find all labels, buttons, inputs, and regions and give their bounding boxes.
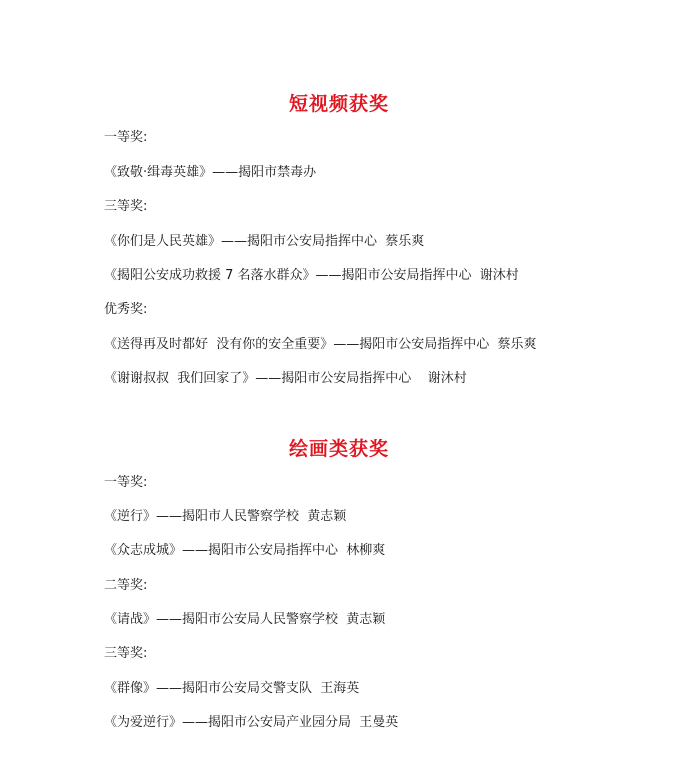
award-entry: 《群像》——揭阳市公安局交警支队 王海英 xyxy=(104,681,360,696)
award-entry: 《送得再及时都好 没有你的安全重要》——揭阳市公安局指挥中心 蔡乐爽 xyxy=(104,337,537,352)
award-level-first: 一等奖: xyxy=(104,130,148,145)
award-entry: 《谢谢叔叔 我们回家了》——揭阳市公安局指挥中心 谢沐村 xyxy=(104,371,467,386)
award-level-third: 三等奖: xyxy=(104,646,148,661)
award-entry: 《揭阳公安成功救援 7 名落水群众》——揭阳市公安局指挥中心 谢沐村 xyxy=(104,268,519,283)
award-level-excellence: 优秀奖: xyxy=(104,302,148,317)
award-entry: 《为爱逆行》——揭阳市公安局产业园分局 王曼英 xyxy=(104,715,399,730)
award-level-third: 三等奖: xyxy=(104,199,148,214)
section-title-painting: 绘画类获奖 xyxy=(288,438,389,460)
section-title-short-video: 短视频获奖 xyxy=(288,93,389,115)
award-level-first: 一等奖: xyxy=(104,475,148,490)
award-entry: 《逆行》——揭阳市人民警察学校 黄志颖 xyxy=(104,509,347,524)
award-entry: 《众志成城》——揭阳市公安局指挥中心 林柳爽 xyxy=(104,543,386,558)
award-level-second: 二等奖: xyxy=(104,578,148,593)
award-entry: 《请战》——揭阳市公安局人民警察学校 黄志颖 xyxy=(104,612,386,627)
award-entry: 《致敬·缉毒英雄》——揭阳市禁毒办 xyxy=(104,165,317,180)
award-entry: 《你们是人民英雄》——揭阳市公安局指挥中心 蔡乐爽 xyxy=(104,234,425,249)
